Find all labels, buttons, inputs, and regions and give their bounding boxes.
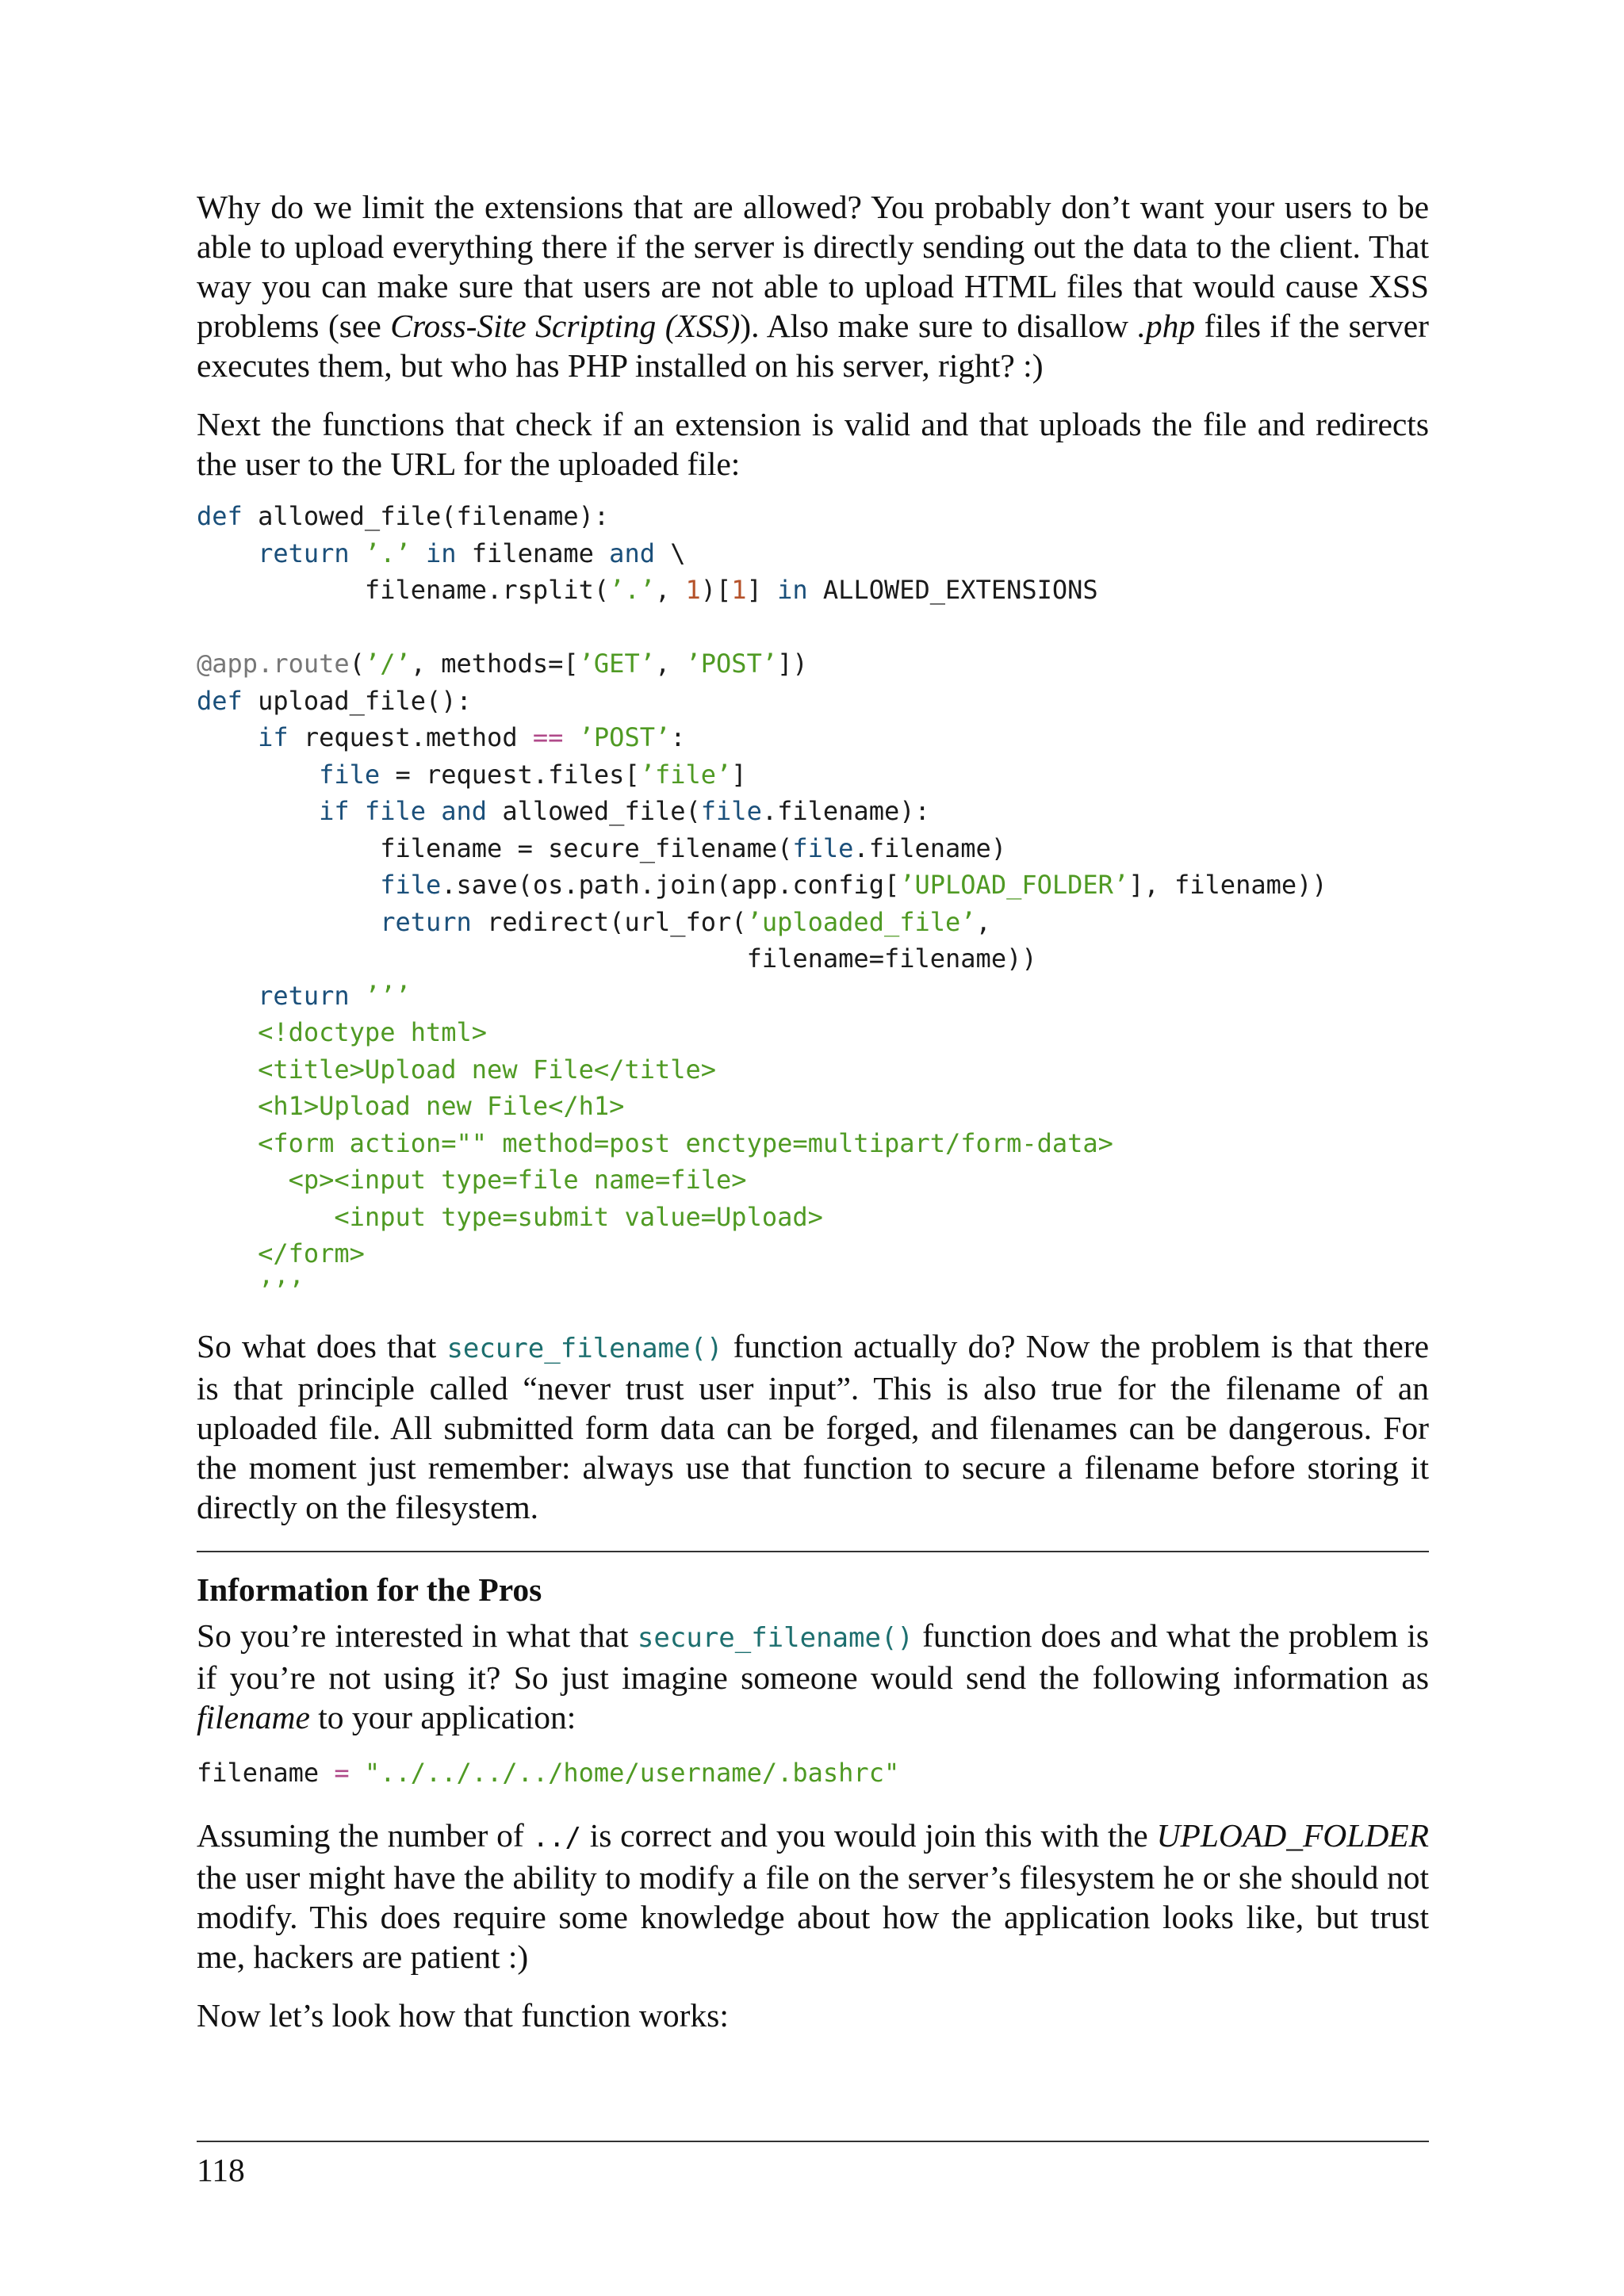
code-line (197, 1235, 1429, 1272)
code-line (197, 793, 1429, 830)
code-token: .filename): (761, 796, 930, 826)
code-block-filename (197, 1755, 1429, 1792)
code-token: <h1>Upload new File</h1> (197, 1091, 625, 1121)
code-token (411, 538, 426, 568)
code-token: ’.’ (609, 575, 655, 605)
code-line (197, 1125, 1429, 1162)
code-token: file (792, 832, 854, 863)
code-token (563, 722, 578, 752)
code-token: 1 (685, 575, 701, 605)
code-token: filename = secure_filename( (197, 832, 793, 863)
code-token: return (258, 980, 350, 1011)
code-block-upload (197, 498, 1429, 1309)
pros-box-title: Information for the Pros (197, 1571, 542, 1608)
code-token (197, 722, 258, 752)
code-token: file (364, 796, 426, 826)
code-token (197, 760, 319, 790)
php-extension: .php (1137, 308, 1196, 344)
code-token: def (197, 501, 243, 531)
code-token (350, 981, 365, 1011)
page-number: 118 (197, 2152, 245, 2188)
code-token: redirect(url_for( (471, 906, 747, 937)
code-token: == (532, 722, 564, 752)
code-token: <p><input type=file name=file> (197, 1165, 747, 1195)
inline-code-secure-filename: secure_filename() (637, 1622, 914, 1654)
upload-folder-emphasis: UPLOAD_FOLDER (1156, 1816, 1430, 1854)
code-token: <!doctype html> (197, 1017, 488, 1047)
code-line (197, 1051, 1429, 1089)
code-token: def (197, 685, 243, 716)
paragraph-extensions: Why do we limit the extensions that are allowed? You probably don’t want your users to be able to upload everything there if the server is directly sending out the data to the client. That way you can make sure that users are not able to upload HTML files that would cause XSS problems (see Cross-Site Scripting (XSS)). Also make sure to disallow .php files if the server executes them, but who has PHP installed on his server, right? :) (197, 189, 1429, 384)
code-token (197, 796, 319, 826)
inline-code-secure-filename: secure_filename() (446, 1333, 723, 1364)
paragraph-functions-intro: Next the functions that check if an extension is valid and that uploads the file and redirects the user to the URL for the uploaded file: (197, 406, 1429, 482)
code-token: \ (654, 538, 686, 568)
code-token: file (380, 870, 442, 900)
code-token: = (334, 1758, 350, 1788)
code-token: allowed_file( (487, 796, 701, 826)
code-line (197, 683, 1429, 720)
code-token (350, 796, 365, 826)
code-token: <form action="" method=post enctype=multipart/form-data> (197, 1127, 1113, 1158)
code-token: if (319, 796, 350, 826)
code-token: and (609, 538, 655, 568)
code-line (197, 609, 1429, 646)
code-line (197, 830, 1429, 867)
code-token: filename=filename)) (197, 943, 1037, 974)
page-body (197, 187, 1429, 2035)
filename-emphasis: filename (197, 1699, 310, 1735)
inline-code-dotdot: ../ (532, 1821, 581, 1854)
code-line (197, 535, 1429, 572)
code-token: , (654, 575, 686, 605)
code-token: .save(os.path.join(app.config[ (441, 870, 900, 900)
code-token: ]) (777, 649, 808, 679)
code-token (197, 538, 258, 568)
code-token (197, 981, 258, 1011)
code-token: ( (349, 649, 365, 679)
code-line (197, 719, 1429, 756)
code-token: and (441, 796, 488, 826)
code-line (197, 1088, 1429, 1125)
code-token: <title>Upload new File</title> (197, 1054, 717, 1085)
code-line (197, 904, 1429, 941)
code-token: @app.route (197, 649, 350, 679)
code-token: ] (731, 759, 747, 790)
code-token: filename (456, 538, 610, 568)
code-token: return (380, 906, 472, 937)
code-line (197, 756, 1429, 794)
code-token: 1 (731, 575, 747, 605)
code-line (197, 572, 1429, 609)
code-token: if (258, 722, 289, 752)
pros-paragraph-look: Now let’s look how that function works: (197, 1996, 729, 2034)
code-token: ’’’ (197, 1275, 304, 1306)
code-token (426, 796, 441, 826)
code-token: </form> (197, 1238, 365, 1269)
code-line (197, 1755, 1429, 1792)
code-line (197, 1272, 1429, 1310)
code-token (197, 870, 380, 900)
code-token: return (258, 538, 350, 568)
code-token: , (975, 906, 991, 937)
code-token: .filename) (853, 832, 1007, 863)
code-token: : (670, 722, 686, 752)
code-line (197, 867, 1429, 904)
code-line (197, 978, 1429, 1015)
footer-rule (197, 2141, 1429, 2142)
code-token: ’UPLOAD_FOLDER’ (899, 870, 1129, 900)
code-token: ’GET’ (578, 649, 655, 679)
code-token: file (319, 759, 381, 790)
code-token: ’.’ (364, 538, 411, 568)
pros-paragraph-assuming: Assuming the number of ../ is correct and you would join this with the UPLOAD_FOLDER the user might have the ability to modify a file on the server’s filesystem he or she should not modify. This does require some knowledge about how the application looks like, but trust me, hackers are patient :) (197, 1816, 1430, 1975)
code-token: )[ (700, 575, 732, 605)
code-token: ], filename)) (1128, 870, 1327, 900)
paragraph-secure-filename: So what does that secure_filename() function actually do? Now the problem is that there is that principle called “never trust user input”. This is also true for the filename of an uploaded file. All submitted form data can be forged, and filenames can be dangerous. For the moment just remember: always use that function to secure a filename before storing it directly on the filesystem. (197, 1328, 1429, 1525)
code-token: ’/’ (364, 649, 411, 679)
code-token: ’POST’ (578, 722, 671, 752)
code-token (350, 538, 365, 568)
code-line (197, 645, 1429, 683)
code-token: filename.rsplit( (197, 575, 610, 605)
code-token (197, 907, 380, 937)
code-token: ’POST’ (685, 649, 778, 679)
code-token: ’file’ (639, 759, 732, 790)
code-token: = request.files[ (380, 759, 640, 790)
code-line (197, 1199, 1429, 1236)
code-token: "../../../../home/username/.bashrc" (364, 1758, 900, 1788)
code-token (350, 1758, 365, 1788)
code-token: ALLOWED_EXTENSIONS (807, 575, 1098, 605)
code-token: upload_file(): (242, 685, 472, 716)
code-line (197, 1014, 1429, 1051)
code-token: ’’’ (364, 980, 411, 1011)
code-token: in (777, 575, 808, 605)
code-token: in (425, 538, 457, 568)
code-token: file (700, 796, 762, 826)
code-line (197, 1161, 1429, 1199)
code-line (197, 498, 1429, 535)
code-token: ’uploaded_file’ (746, 906, 976, 937)
pros-paragraph-intro: So you’re interested in what that secure_filename() function does and what the problem is if you’re not using it? So just imagine someone would send the following information as filename to your application: (197, 1617, 1430, 1735)
code-token: filename (197, 1758, 335, 1788)
code-line (197, 940, 1429, 978)
xss-reference: Cross-Site Scripting (XSS) (390, 308, 741, 344)
code-token: <input type=submit value=Upload> (197, 1201, 823, 1232)
code-token: ] (746, 575, 778, 605)
code-token: , (654, 649, 686, 679)
code-token: allowed_file(filename): (242, 501, 610, 531)
code-token: , methods=[ (410, 649, 579, 679)
code-token: request.method (288, 722, 533, 752)
